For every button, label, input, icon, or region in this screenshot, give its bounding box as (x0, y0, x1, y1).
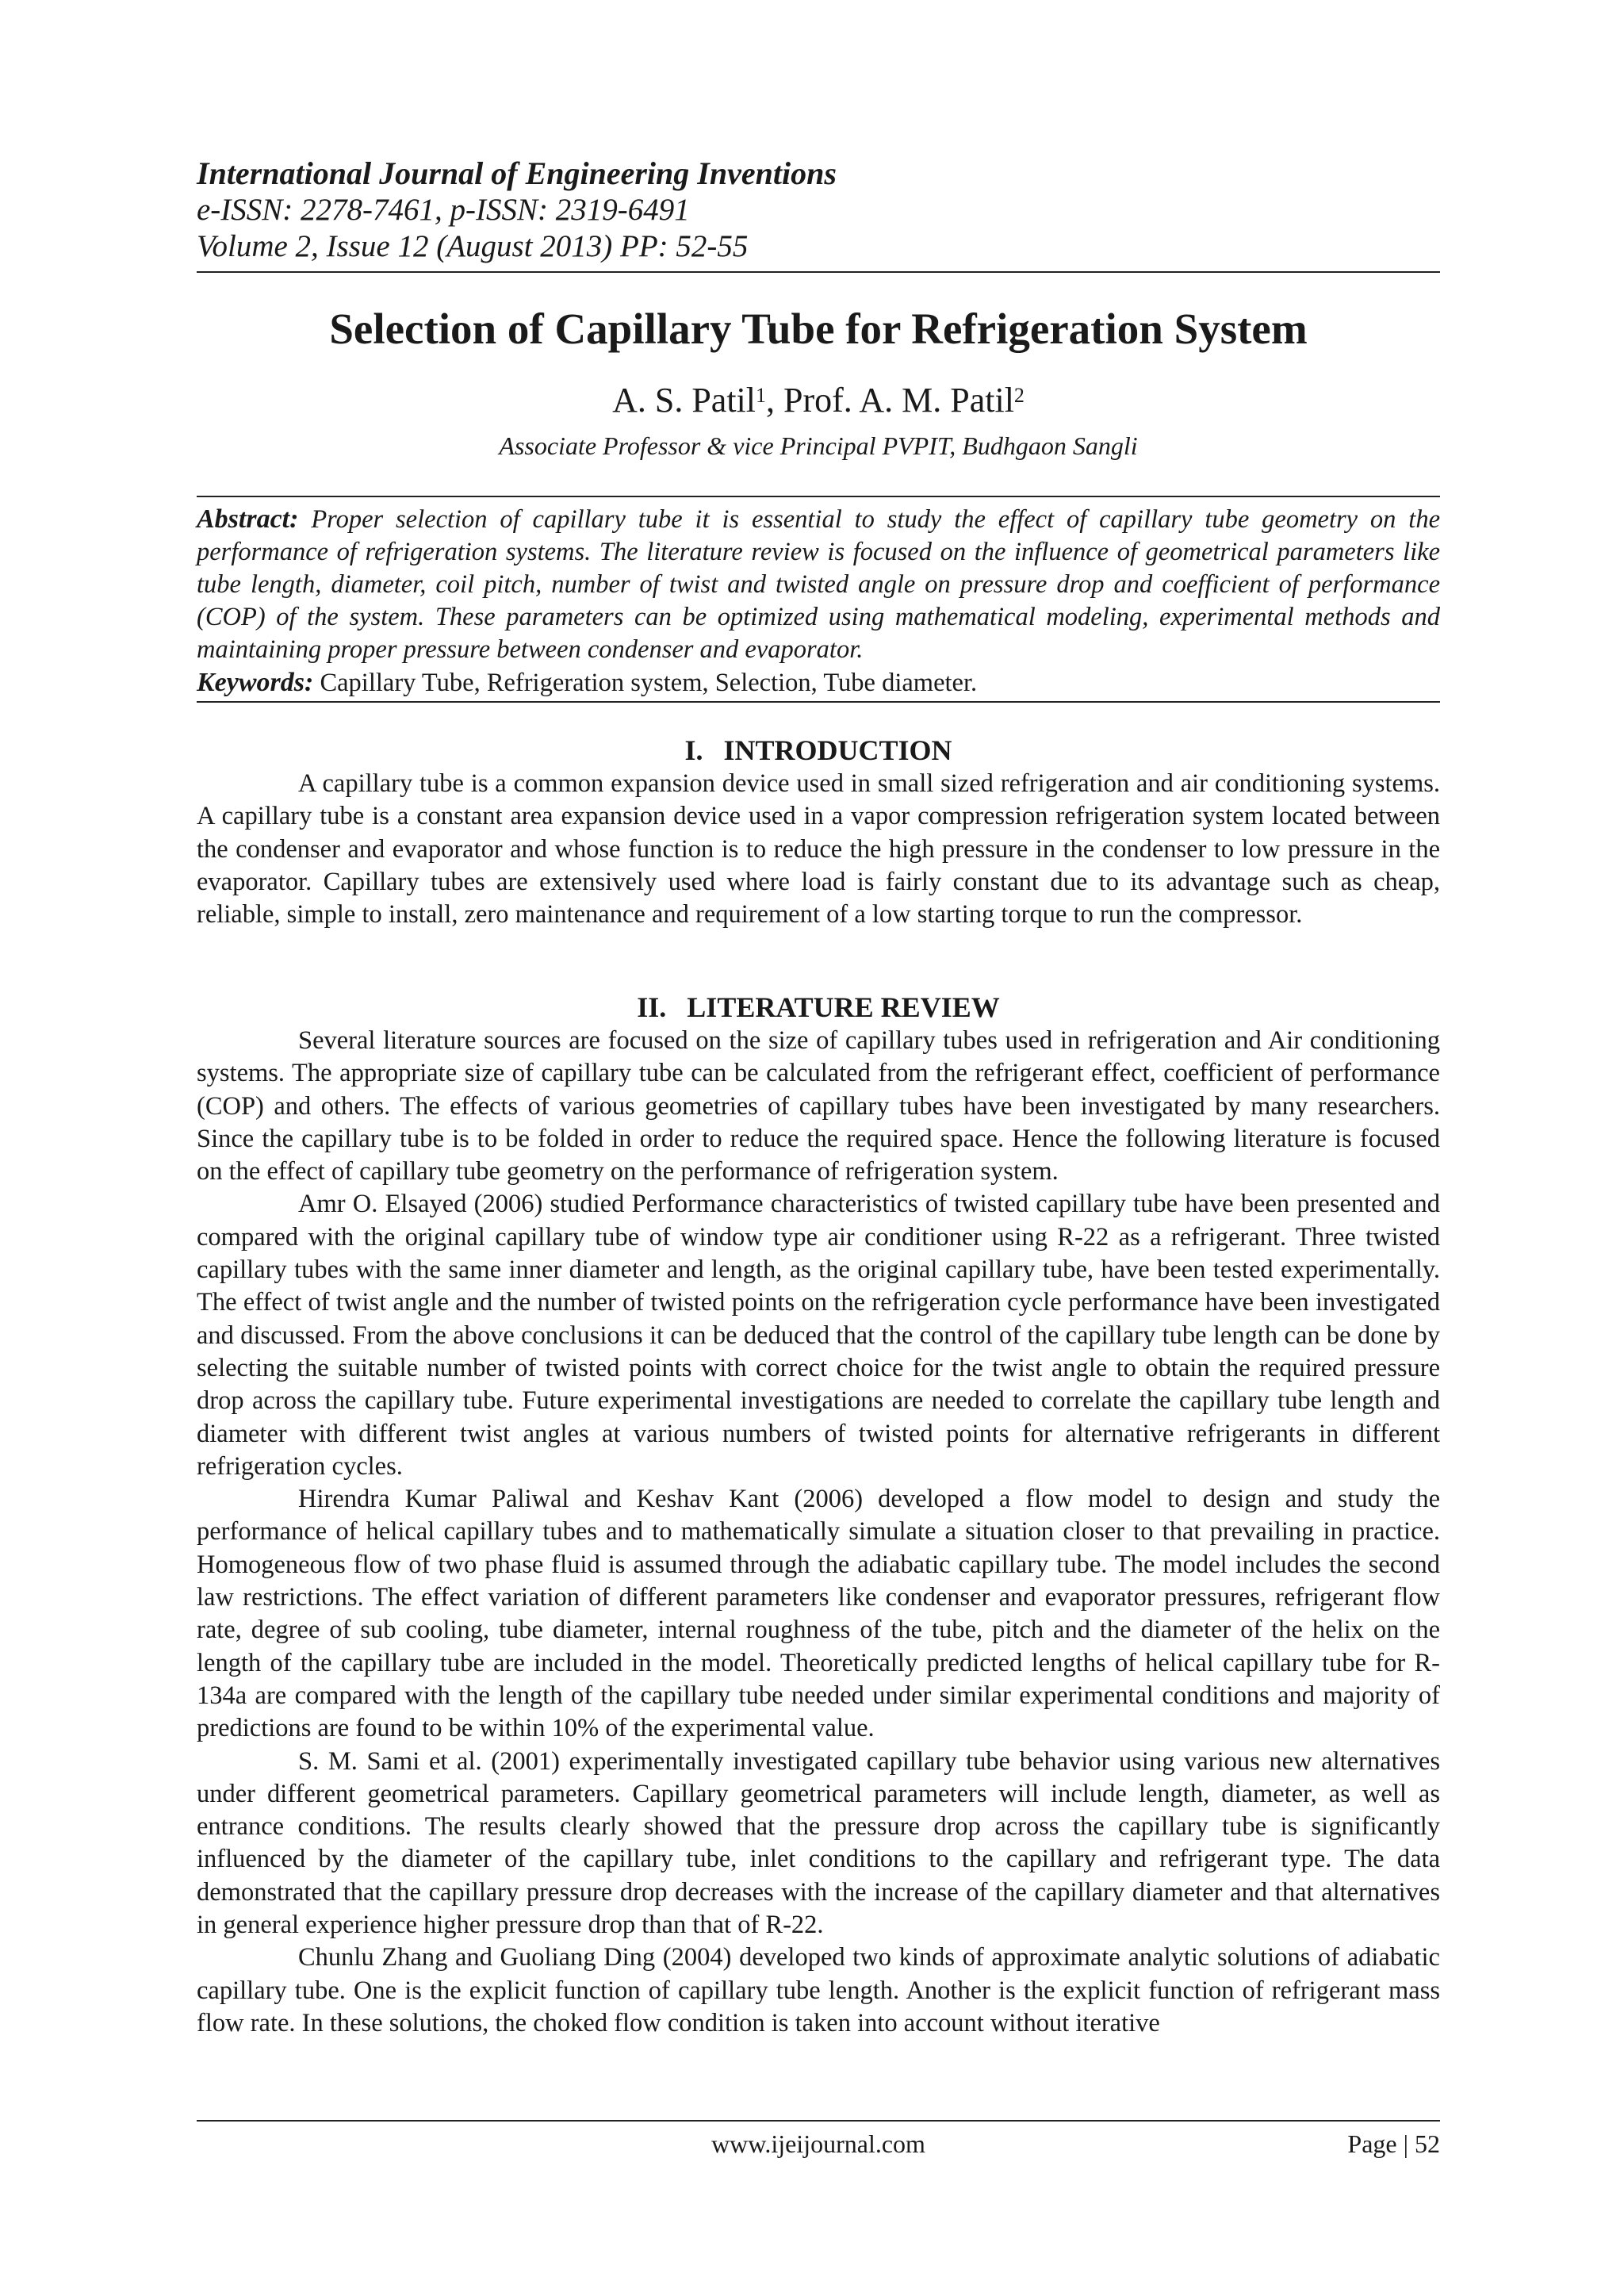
journal-header (197, 155, 1440, 265)
author-name: Prof. A. M. Patil (783, 381, 1014, 420)
header-divider (197, 271, 1440, 273)
section-heading-literature-review (197, 990, 1440, 1025)
author-affiliation: Associate Professor & vice Principal PVPIT, Budhgaon Sangli (499, 431, 1138, 460)
abstract-divider-top (197, 496, 1440, 497)
paragraph: Chunlu Zhang and Guoliang Ding (2004) developed two kinds of approximate analytic solutions of adiabatic capillary tube. One is the explicit function of capillary tube length. Another is the explicit function of refrigerant mass flow rate. In these solutions, the choked flow condition is taken into account without iterative (197, 1943, 1440, 2037)
section-number: II. (637, 991, 667, 1023)
footer-page-number: Page | 52 (1347, 2129, 1440, 2158)
keywords (197, 666, 1440, 700)
journal-issn: e-ISSN: 2278-7461, p-ISSN: 2319-6491 (197, 193, 690, 227)
author-separator: , (766, 381, 783, 420)
section-title: INTRODUCTION (723, 734, 952, 766)
section-heading-introduction (197, 733, 1440, 768)
author-affiliation-marker: 1 (756, 384, 766, 407)
author-affiliation-marker: 2 (1013, 384, 1025, 407)
section-title: LITERATURE REVIEW (687, 991, 1000, 1023)
abstract-text: Proper selection of capillary tube it is essential to study the effect of capillary tube geometry on the performance of refrigeration systems. The literature review is focused on the influence of geometrical parameters like tube length, diameter, coil pitch, number of twist and twisted angle on pressure drop and coefficient of performance (COP) of the system. These parameters can be optimized using mathematical modeling, experimental methods and maintaining proper pressure between condenser and evaporator. (197, 505, 1440, 664)
footer-divider (197, 2120, 1440, 2122)
abstract-label: Abstract: (197, 504, 299, 534)
keywords-text: Capillary Tube, Refrigeration system, Selection, Tube diameter. (320, 669, 978, 697)
keywords-label: Keywords: (197, 668, 314, 697)
author-name: A. S. Patil (612, 381, 756, 420)
paragraph: Several literature sources are focused on the size of capillary tubes used in refrigeration and Air conditioning systems. The appropriate size of capillary tube can be calculated from the refrigerant effect, coefficient of performance (COP) and others. The effects of various geometries of capillary tubes have been investigated by many researchers. Since the capillary tube is to be folded in order to reduce the required space. Hence the following literature is focused on the effect of capillary tube geometry on the performance of refrigeration system. (197, 1026, 1440, 1186)
author-line (197, 379, 1440, 422)
paragraph: Amr O. Elsayed (2006) studied Performance characteristics of twisted capillary tube have been presented and compared with the original capillary tube of window type air conditioner using R-22 as a refrigerant. Three twisted capillary tubes with the same inner diameter and length, as the original capillary tube, have been tested experimentally. The effect of twist angle and the number of twisted points on the refrigeration cycle performance have been investigated and discussed. From the above conclusions it can be deduced that the control of the capillary tube length can be done by selecting the suitable number of twisted points with correct choice for the twist angle to obtain the required pressure drop across the capillary tube. Future experimental investigations are needed to correlate the capillary tube length and diameter with different twist angles at various numbers of twisted points for alternative refrigerants in different refrigeration cycles. (197, 1190, 1440, 1481)
footer-website: www.ijeijournal.com (711, 2129, 925, 2158)
paper-title: Selection of Capillary Tube for Refrigeration System (329, 305, 1308, 353)
paragraph: Hirendra Kumar Paliwal and Keshav Kant (2006) developed a flow model to design and study the performance of helical capillary tubes and to mathematically simulate a situation closer to that prevailing in practice. Homogeneous flow of two phase fluid is assumed through the adiabatic capillary tube. The model includes the second law restrictions. The effect variation of different parameters like condenser and evaporator pressures, refrigerant flow rate, degree of sub cooling, tube diameter, internal roughness of the tube, pitch and the diameter of the helix on the length of the capillary tube are included in the model. Theoretically predicted lengths of helical capillary tube for R-134a are compared with the length of the capillary tube needed under similar experimental conditions and majority of predictions are found to be within 10% of the experimental value. (197, 1485, 1440, 1743)
abstract (197, 503, 1440, 666)
paragraph: A capillary tube is a common expansion device used in small sized refrigeration and air conditioning systems. A capillary tube is a constant area expansion device used in a vapor compression refrigeration system located between the condenser and evaporator and whose function is to reduce the high pressure in the condenser to low pressure in the evaporator. Capillary tubes are extensively used where load is fairly constant due to its advantage such as cheap, reliable, simple to install, zero maintenance and requirement of a low starting torque to run the compressor. (197, 769, 1440, 930)
paragraph: S. M. Sami et al. (2001) experimentally investigated capillary tube behavior using various new alternatives under different geometrical parameters. Capillary geometrical parameters will include length, diameter, as well as entrance conditions. The results clearly showed that the pressure drop across the capillary tube is significantly influenced by the diameter of the capillary tube, inlet conditions to the capillary and refrigerant type. The data demonstrated that the capillary pressure drop decreases with the increase of the capillary diameter and that alternatives in general experience higher pressure drop than that of R-22. (197, 1746, 1440, 1940)
abstract-divider-bottom (197, 701, 1440, 703)
literature-review-body (197, 1025, 1440, 2040)
section-number: I. (684, 734, 703, 766)
journal-name: International Journal of Engineering Inventions (197, 155, 837, 191)
journal-volume: Volume 2, Issue 12 (August 2013) PP: 52-55 (197, 229, 749, 263)
introduction-body (197, 768, 1440, 931)
